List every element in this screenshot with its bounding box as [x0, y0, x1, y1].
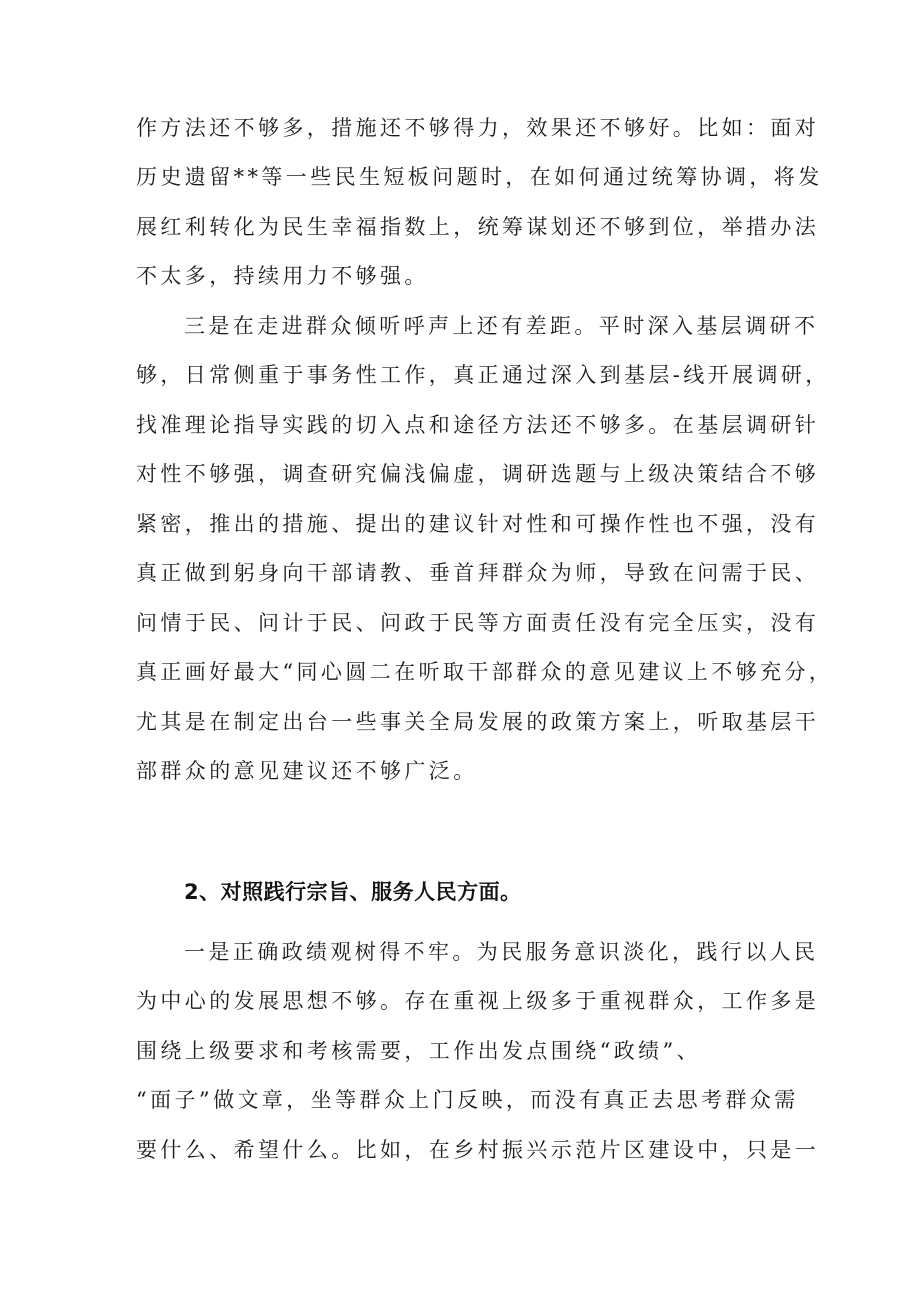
paragraph-line: 真正画好最大“同心圆二在听取干部群众的意见建议上不够充分， — [136, 660, 834, 684]
paragraph-line: 找准理论指导实践的切入点和途径方法还不够多。在基层调研针 — [136, 413, 820, 437]
paragraph-line: 问情于民、问计于民、问政于民等方面责任没有完全压实，没有 — [136, 611, 820, 635]
paragraph-line: 真正做到躬身向干部请教、垂首拜群众为师，导致在问需于民、 — [136, 561, 820, 585]
paragraph-line: 一是正确政绩观树得不牢。为民服务意识淡化，践行以人民 — [184, 940, 819, 964]
paragraph-line: 紧密，推出的措施、提出的建议针对性和可操作性也不强，没有 — [136, 512, 820, 536]
paragraph-line: “面子”做文章，坐等群众上门反映，而没有真正去思考群众需 — [136, 1088, 799, 1112]
paragraph-line: 尤其是在制定出台一些事关全局发展的政策方案上，听取基层干 — [136, 710, 820, 734]
paragraph-line: 展红利转化为民生幸福指数上，统筹谋划还不够到位，举措办法 — [136, 215, 820, 239]
paragraph-line: 部群众的意见建议还不够广泛。 — [136, 759, 478, 783]
paragraph-line: 围绕上级要求和考核需要，工作出发点围绕“政绩”、 — [136, 1039, 702, 1063]
paragraph-line: 不太多，持续用力不够强。 — [136, 264, 429, 288]
paragraph-line: 为中心的发展思想不够。存在重视上级多于重视群众，工作多是 — [136, 989, 820, 1013]
section-heading: 2、对照践行宗旨、服务人民方面。 — [184, 880, 522, 904]
paragraph-line: 对性不够强，调查研究偏浅偏虚，调研选题与上级决策结合不够 — [136, 462, 820, 486]
paragraph-line: 作方法还不够多，措施还不够得力，效果还不够好。比如：面对 — [136, 116, 820, 140]
paragraph-line: 够，日常侧重于事务性工作，真正通过深入到基层-线开展调研， — [136, 363, 830, 387]
paragraph-line: 要什么、希望什么。比如，在乡村振兴示范片区建设中，只是一 — [136, 1138, 820, 1162]
paragraph-line: 三是在走进群众倾听呼声上还有差距。平时深入基层调研不 — [184, 314, 819, 338]
paragraph-line: 历史遗留**等一些民生短板问题时，在如何通过统筹协调，将发 — [136, 165, 823, 189]
